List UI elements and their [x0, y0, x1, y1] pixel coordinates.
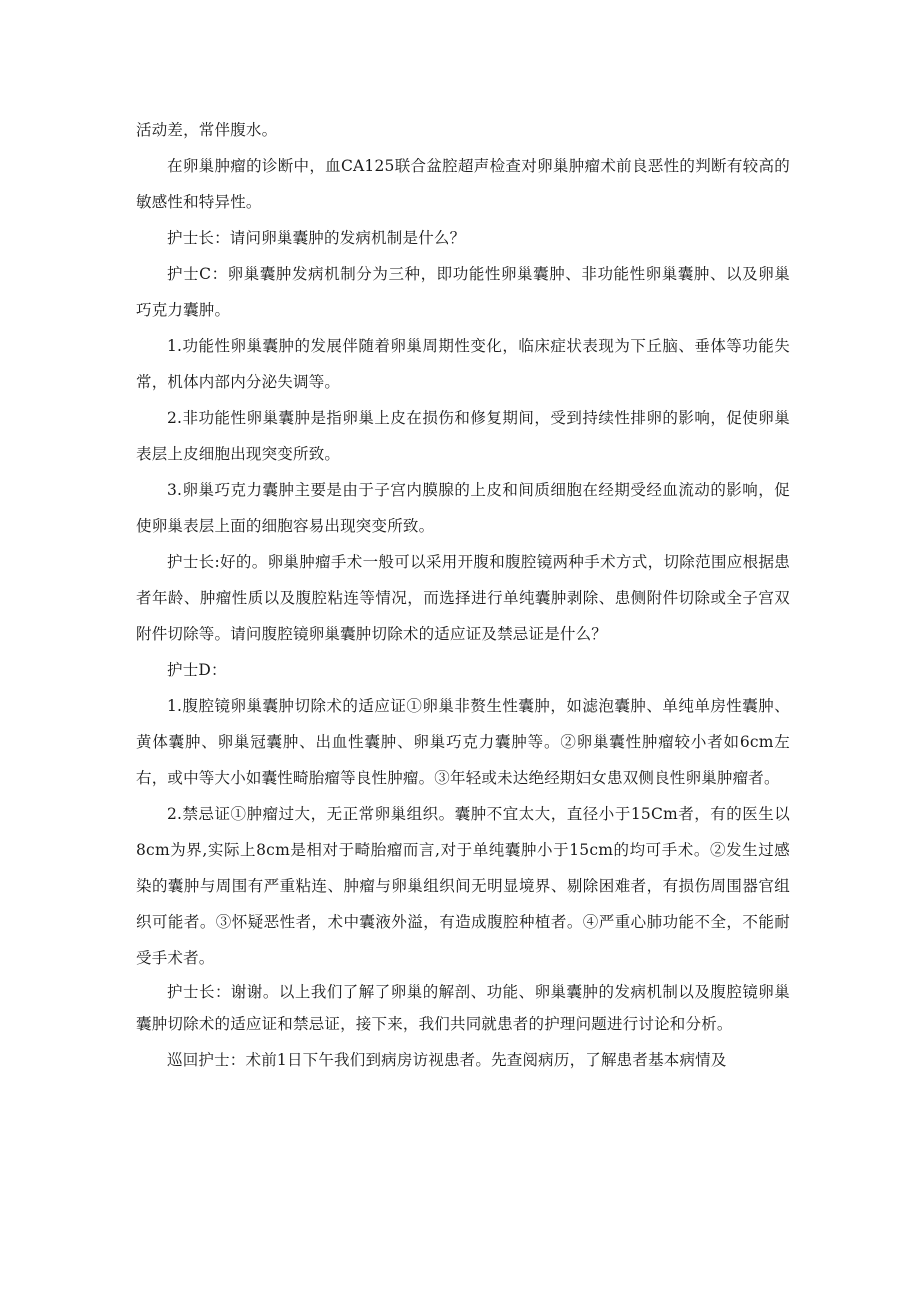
paragraph-nurse-d-label: 护士D：: [167, 661, 227, 679]
paragraph-head-nurse-summary: 护士长：谢谢。以上我们了解了卵巢的解剖、功能、卵巢囊肿的发病机制以及腹腔镜卵巢囊肿切除术的适应证和禁忌证，接下来，我们共同就患者的护理问题进行讨论和分析。: [136, 983, 790, 1033]
document-body: [136, 112, 790, 1078]
paragraph-contraindications: 2.禁忌证①肿瘤过大，无正常卵巢组织。囊肿不宜太大，直径小于15Cm者，有的医生以8cm为界,实际上8cm是相对于畸胎瘤而言,对于单纯囊肿小于15cm的均可手术。②发生过感染的囊肿与周围有严重粘连、肿瘤与卵巢组织间无明显境界、剔除困难者，有损伤周围器官组织可能者。③怀疑恶性者，术中囊液外溢，有造成腹腔种植者。④严重心肺功能不全，不能耐受手术者。: [136, 805, 790, 967]
paragraph-nurse-c-answer: 护士C：卵巢囊肿发病机制分为三种，即功能性卵巢囊肿、非功能性卵巢囊肿、以及卵巢巧克力囊肿。: [136, 265, 790, 319]
paragraph-diagnosis: 在卵巢肿瘤的诊断中，血CA125联合盆腔超声检查对卵巢肿瘤术前良恶性的判断有较高的敏感性和特异性。: [136, 157, 790, 211]
paragraph-continuation: 活动差，常伴腹水。: [136, 121, 278, 139]
paragraph-indications: 1.腹腔镜卵巢囊肿切除术的适应证①卵巢非赘生性囊肿，如滤泡囊肿、单纯单房性囊肿、黄体囊肿、卵巢冠囊肿、出血性囊肿、卵巢巧克力囊肿等。②卵巢囊性肿瘤较小者如6cm左右，或中等大小如囊性畸胎瘤等良性肿瘤。③年轻或未达绝经期妇女患双侧良性卵巢肿瘤者。: [136, 697, 790, 787]
paragraph-mechanism-2: 2.非功能性卵巢囊肿是指卵巢上皮在损伤和修复期间，受到持续性排卵的影响，促使卵巢表层上皮细胞出现突变所致。: [136, 409, 790, 463]
paragraph-mechanism-1: 1.功能性卵巢囊肿的发展伴随着卵巢周期性变化，临床症状表现为下丘脑、垂体等功能失常，机体内部内分泌失调等。: [136, 337, 790, 391]
paragraph-head-nurse-question: 护士长：请问卵巢囊肿的发病机制是什么？: [167, 229, 466, 247]
paragraph-mechanism-3: 3.卵巢巧克力囊肿主要是由于子宫内膜腺的上皮和间质细胞在经期受经血流动的影响，促使卵巢表层上面的细胞容易出现突变所致。: [136, 481, 790, 535]
paragraph-circulating-nurse: 巡回护士：术前1日下午我们到病房访视患者。先查阅病历，了解患者基本病情及: [167, 1051, 727, 1069]
paragraph-head-nurse-surgery: 护士长:好的。卵巢肿瘤手术一般可以采用开腹和腹腔镜两种手术方式，切除范围应根据患者年龄、肿瘤性质以及腹腔粘连等情况，而选择进行单纯囊肿剥除、患侧附件切除或全子宫双附件切除等。请问腹腔镜卵巢囊肿切除术的适应证及禁忌证是什么？: [136, 553, 790, 643]
